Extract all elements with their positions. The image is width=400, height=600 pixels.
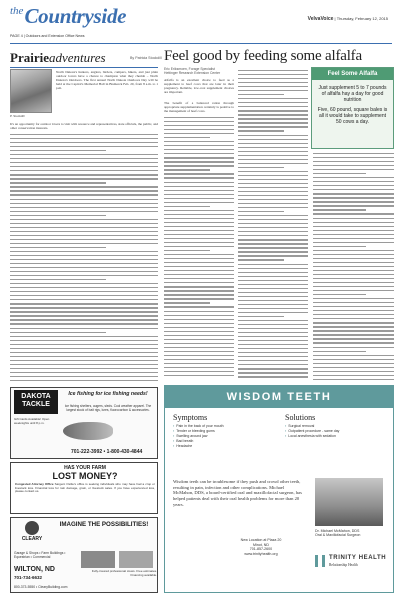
issue-date: Thursday, February 12, 2015 — [336, 16, 388, 21]
lost-money-head-top: HAS YOUR FARM — [64, 465, 106, 471]
clinic-city: Minot, ND — [253, 542, 269, 547]
story-affiliation: Hettinger Research Extension Center — [164, 71, 221, 75]
symptom-item: ▪ Bad breath — [173, 439, 273, 444]
cleary-details: Fully-insured professional crews. Free estimates. Financing available. — [91, 569, 157, 577]
paper-date: VelvaVoice | Thursday, February 12, 2015 — [307, 16, 388, 22]
cleary-headline: IMAGINE THE POSSIBILITIES! — [59, 521, 149, 528]
lost-money-head-main: LOST MONEY? — [52, 471, 118, 481]
column-body-text — [10, 122, 158, 382]
trinity-name: TRINITY HEALTH — [329, 555, 387, 561]
lost-money-headline — [15, 465, 155, 481]
dakota-giftcards: Gift Cards Available! Open weeknights until 8 p.m. — [14, 417, 50, 425]
column-paragraph-3: It's an opportunity for outdoor lovers to visit with resource and representatives, state officials, the public, and other conservation interests. — [10, 122, 158, 131]
story-author: Eric Eriksmoen, Forage Specialist — [164, 67, 215, 71]
cleary-website[interactable]: 800-373-5550 • ClearyBuilding.com — [14, 585, 68, 589]
doctor-specialty: Oral & Maxillofacial Surgeon — [315, 533, 361, 538]
column-intro — [56, 70, 158, 116]
dakota-tagline: Ice fishing for ice fishing needs! — [68, 391, 148, 397]
column-title — [10, 50, 106, 66]
clinic-website[interactable]: www.trinityhealth.org — [244, 552, 278, 557]
story-column-2 — [238, 70, 308, 381]
dakota-phone: 701-222-3992 • 1-800-430-4844 — [71, 449, 143, 455]
wisdom-teeth-banner — [165, 386, 393, 408]
column-paragraph-2: The first annual North Dakota Outdoors Day will be held at the Capitol's Memorial Hall in Bismarck Feb. 20, from 8 a.m. to 1 p.m. — [56, 78, 158, 91]
story-headline: Feel good by feeding some alfalfa — [164, 48, 362, 64]
lost-money-body — [15, 483, 155, 494]
cleary-town: WILTON, ND — [14, 566, 55, 573]
masthead — [10, 4, 392, 48]
doctor-name: Dr. Michael McMahon, DDS — [315, 529, 360, 533]
dakota-tackle-logo: DAKOTA TACKLE — [14, 390, 58, 414]
feed-alfalfa-ad[interactable] — [311, 67, 394, 149]
photo-caption: P. Stockdill — [10, 114, 25, 118]
column-title-main: Prairie — [10, 50, 49, 65]
fish-image — [63, 422, 113, 440]
symptom-item: ▪ Tender or bleeding gums — [173, 429, 273, 434]
story-paragraph-1: Alfalfa is an excellent choice to feed as a supplement to beef cows that are later in their pregnancy. Reliable, low-cost supplement choices are important. — [164, 78, 234, 95]
solutions-heading: Solutions — [285, 413, 316, 422]
countryside-logo — [10, 4, 126, 29]
story-column-3 — [313, 153, 394, 381]
symptom-item: ▪ Pain in the back of your mouth — [173, 424, 273, 429]
trinity-tagline: Relationship Health — [329, 563, 358, 567]
trinity-health-logo — [315, 551, 391, 583]
wisdom-teeth-text: Wisdom teeth can be troublesome if they push and crowd other teeth, resulting in pain, infection and other complications. Michael McMahon, DDS, a board-certified oral and maxillofacial surgeon, has helped patients deal with their oral health problems for more than 20 years. — [173, 479, 302, 507]
cleary-logo-icon — [25, 521, 39, 535]
solution-item: ▪ Outpatient procedure - same day — [285, 429, 389, 434]
symptoms-heading: Symptoms — [173, 413, 208, 422]
cleary-categories: Garage & Shops • Farm Buildings • Equestrian • Commercial — [14, 551, 66, 560]
dakota-description: Ice fishing shelters, augers, sleds. Cool weather apparel. The largest stock of bait rigs, lures, fluorocarbon & accessories. — [64, 404, 152, 412]
column-title-sub: adventures — [48, 50, 106, 65]
cleary-logo — [14, 521, 50, 545]
trinity-mark-icon — [315, 555, 325, 567]
cleary-logo-text: CLEARY — [21, 536, 43, 542]
symptom-item: ▪ Swelling around jaw — [173, 434, 273, 439]
clinic-contact — [221, 538, 301, 557]
story-byline — [164, 67, 220, 75]
cleary-buildings-ad[interactable] — [10, 517, 158, 593]
column-byline: By Patricia Stockdill — [130, 56, 162, 60]
feed-ad-text-2: Five, 60 pound, square bales is all it would take to supplement 50 cows a day. — [317, 107, 388, 125]
doctor-credit — [315, 529, 391, 538]
dakota-tackle-ad[interactable] — [10, 387, 158, 459]
feed-ad-text-1: Just supplement 5 to 7 pounds of alfalfa hay a day for good nutrition — [318, 85, 387, 103]
feed-ad-title: Feel Some Alfalfa — [312, 68, 393, 80]
cleary-phone: 701-734-6632 — [14, 575, 43, 580]
lost-money-sub: Congested Attorney Office — [15, 482, 54, 486]
lost-money-text: Sargent Ostlie's office is seeking individuals who may have had a crop or livestock loss. Financial loss for rain damage, grain, or livestock sales. If you have experienced loss, please contact us. — [15, 482, 155, 494]
page-section-label: PAGE 4 | Outdoors and Extension Office News — [10, 34, 85, 38]
solutions-list — [285, 424, 389, 439]
column-rule — [10, 67, 158, 68]
clinic-phone[interactable]: 701-857-2600 — [249, 547, 273, 552]
paper-name: Velva — [307, 16, 321, 22]
wisdom-teeth-ad[interactable] — [164, 385, 394, 593]
clinic-location: New Location at Plaza 20 — [240, 538, 282, 542]
logo-title: Countryside — [24, 4, 127, 28]
symptoms-list — [173, 424, 273, 449]
paper-name-2: Voice — [320, 16, 334, 22]
author-photo — [10, 69, 52, 113]
doctor-portrait — [315, 478, 383, 526]
solution-item: ▪ Local anesthesia with sedation — [285, 434, 389, 439]
column-paragraph-1: North Dakota's hunters, anglers, birders, campers, hikers, and just plain outdoor lovers have a chance to champion what they cherish – North Dakota's Outdoors. — [56, 70, 158, 83]
farm-lost-money-ad[interactable] — [10, 462, 158, 514]
logo-the: the — [10, 5, 24, 17]
symptom-item: ▪ Headache — [173, 444, 273, 449]
story-column-1 — [164, 101, 234, 381]
wisdom-teeth-title: WISDOM TEETH — [226, 391, 332, 403]
story-paragraph-2: The benefit of a balanced ration through appropriate supplementation certainly is positive to the management of beef cows. — [164, 101, 234, 114]
masthead-rule — [10, 43, 392, 44]
solution-item: ▪ Surgical removal — [285, 424, 389, 429]
